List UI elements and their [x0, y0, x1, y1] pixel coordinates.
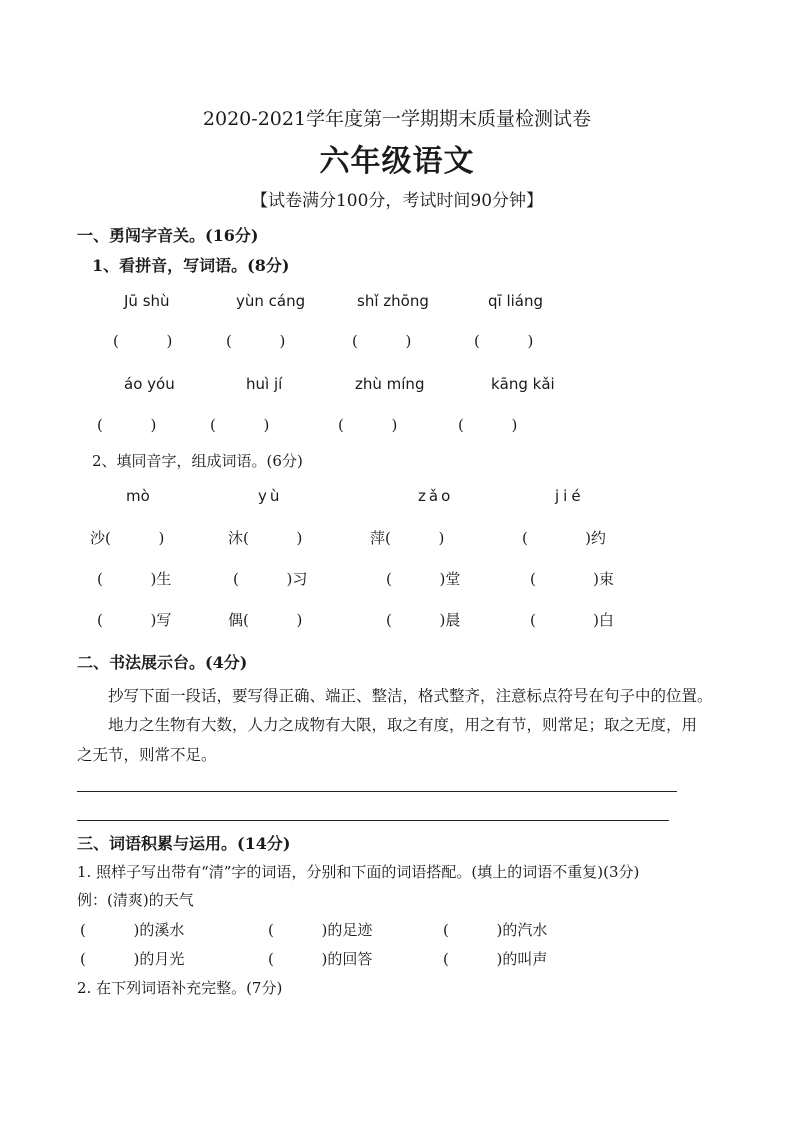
pinyin: áo yóu — [124, 375, 175, 393]
passage-line: 之无节，则常不足。 — [77, 746, 217, 764]
fill-blank[interactable]: ( )束 — [530, 570, 614, 588]
fill-blank[interactable]: 沙( ) — [90, 529, 165, 547]
writing-line[interactable] — [77, 820, 669, 821]
q3-1-label: 1. 照样子写出带有“清”字的词语，分别和下面的词语搭配。(填上的词语不重复)(3分) — [77, 863, 640, 881]
answer-blank[interactable]: ( ) — [210, 416, 270, 434]
fill-blank[interactable]: ( )堂 — [386, 570, 461, 588]
answer-blank[interactable]: ( ) — [352, 332, 412, 350]
pinyin: yùn cáng — [236, 292, 306, 310]
pinyin: huì jí — [246, 375, 283, 393]
pinyin: Jū shù — [124, 292, 170, 310]
q2-label: 2、填同音字，组成词语。(6分) — [92, 452, 303, 470]
pinyin: kāng kǎi — [491, 375, 555, 393]
pinyin: zǎo — [418, 487, 454, 505]
fill-blank[interactable]: ( )生 — [97, 570, 172, 588]
answer-blank[interactable]: ( ) — [338, 416, 398, 434]
fill-blank[interactable]: 沐( ) — [228, 529, 303, 547]
fill-blank[interactable]: ( )写 — [97, 611, 172, 629]
fill-blank[interactable]: ( )的汽水 — [443, 921, 548, 939]
fill-blank[interactable]: ( )约 — [522, 529, 606, 547]
pinyin: mò — [126, 487, 150, 505]
fill-blank[interactable]: 偶( ) — [228, 611, 303, 629]
fill-blank[interactable]: ( )习 — [233, 570, 308, 588]
fill-blank[interactable]: ( )的回答 — [268, 950, 373, 968]
answer-blank[interactable]: ( ) — [474, 332, 534, 350]
fill-blank[interactable]: ( )晨 — [386, 611, 461, 629]
calligraphy-instruction: 抄写下面一段话，要写得正确、端正、整洁，格式整齐，注意标点符号在句子中的位置。 — [108, 687, 713, 705]
fill-blank[interactable]: ( )的月光 — [80, 950, 185, 968]
answer-blank[interactable]: ( ) — [113, 332, 173, 350]
exam-title: 2020-2021学年度第一学期期末质量检测试卷 — [202, 108, 592, 130]
answer-blank[interactable]: ( ) — [458, 416, 518, 434]
pinyin: shǐ zhōng — [357, 292, 429, 310]
fill-blank[interactable]: ( )的足迹 — [268, 921, 373, 939]
subject-title: 六年级语文 — [319, 144, 475, 179]
fill-blank[interactable]: 萍( ) — [370, 529, 445, 547]
exam-note: 【试卷满分100分，考试时间90分钟】 — [250, 191, 544, 211]
passage-line: 地力之生物有大数，人力之成物有大限，取之有度，用之有节，则常足；取之无度，用 — [108, 716, 698, 734]
pinyin: yù — [258, 487, 283, 505]
section2-heading: 二、书法展示台。(4分) — [77, 653, 248, 672]
answer-blank[interactable]: ( ) — [226, 332, 286, 350]
fill-blank[interactable]: ( )的叫声 — [443, 950, 548, 968]
pinyin: zhù míng — [355, 375, 425, 393]
section3-heading: 三、词语积累与运用。(14分) — [77, 834, 291, 853]
fill-blank[interactable]: ( )的溪水 — [80, 921, 185, 939]
pinyin: qī liáng — [488, 292, 544, 310]
answer-blank[interactable]: ( ) — [97, 416, 157, 434]
fill-blank[interactable]: ( )白 — [530, 611, 614, 629]
q1-label: 1、看拼音，写词语。(8分) — [92, 256, 290, 275]
q3-2-label: 2. 在下列词语补充完整。(7分) — [77, 979, 283, 997]
pinyin: jié — [555, 487, 585, 505]
example: 例：(清爽)的天气 — [77, 891, 194, 909]
writing-line[interactable] — [77, 791, 677, 792]
section1-heading: 一、勇闯字音关。(16分) — [77, 226, 259, 245]
